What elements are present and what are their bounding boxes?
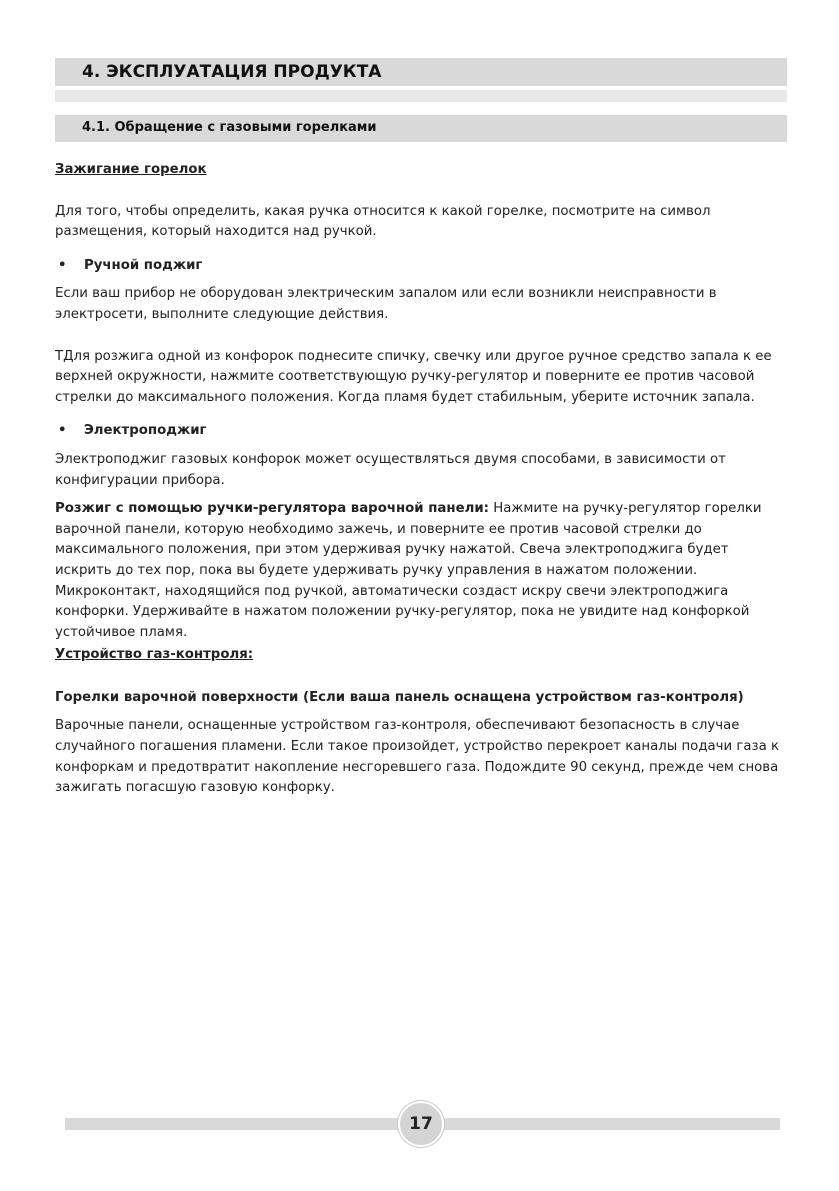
- chapter-title: 4. ЭКСПЛУАТАЦИЯ ПРОДУКТА: [82, 62, 382, 82]
- gas-control-heading: Устройство газ-контроля:: [55, 647, 254, 663]
- manual-ignition-paragraph-2: ТДля розжига одной из конфорок поднесите спичку, свечку или другое ручное средство запала к ее верхней окружности, нажмите соответствующую ручку-регулятор и поверните ее против часовой стрелки до максимального положения. Когда пламя будет стабильным, уберите источник запала.: [55, 348, 772, 405]
- chapter-header-underbar: [55, 90, 787, 102]
- ignition-intro: Для того, чтобы определить, какая ручка относится к какой горелке, посмотрите на символ размещения, который находится над ручкой.: [55, 203, 711, 240]
- electric-ignition-lead: Розжиг с помощью ручки-регулятора варочной панели:: [55, 501, 489, 517]
- manual-ignition-paragraph-1: Если ваш прибор не оборудован электрическим запалом или если возникли неисправности в электросети, выполните следующие действия.: [55, 286, 717, 322]
- gas-control-subheading: Горелки варочной поверхности (Если ваша панель оснащена устройством газ-контроля): [55, 689, 744, 705]
- electric-ignition-paragraph-1: Электроподжиг газовых конфорок может осуществляться двумя способами, в зависимости от конфигурации прибора.: [55, 451, 726, 488]
- bullet-icon: •: [58, 423, 67, 439]
- page-number: 17: [409, 1114, 433, 1134]
- section-title: 4.1. Обращение с газовыми горелками: [82, 120, 377, 135]
- manual-ignition-title: Ручной поджиг: [84, 257, 203, 273]
- electric-ignition-paragraph-2: [55, 499, 783, 643]
- bullet-icon: •: [58, 257, 67, 273]
- manual-ignition-heading: [55, 256, 783, 277]
- electric-ignition-title: Электроподжиг: [84, 423, 207, 439]
- ignition-heading: Зажигание горелок: [55, 162, 207, 177]
- gas-control-paragraph: Варочные панели, оснащенные устройством газ-контроля, обеспечивают безопасность в случае случайного погашения пламени. Если такое произойдет, устройство перекроет каналы подачи газа к конфоркам и предотвратит накопление несгоревшего газа. Подождите 90 секунд, прежде чем снова зажигать погасшую газовую конфорку.: [55, 718, 779, 796]
- main-content: [55, 160, 783, 799]
- page-number-badge: [398, 1101, 444, 1147]
- electric-ignition-heading: [55, 421, 783, 442]
- electric-ignition-text: Нажмите на ручку-регулятор горелки варочной панели, которую необходимо зажечь, и поверните ее против часовой стрелки до максимального положения, при этом удерживая ручку нажатой. Свеча электроподжига будет искрить до тех пор, пока вы будете удерживать ручку управления в нажатом положении. Микроконтакт, находящийся под ручкой, автоматически создаст искру свечи электроподжига конфорки. Удерживайте в нажатом положении ручку-регулятор, пока не увидите над конфоркой устойчивое пламя.: [55, 501, 762, 640]
